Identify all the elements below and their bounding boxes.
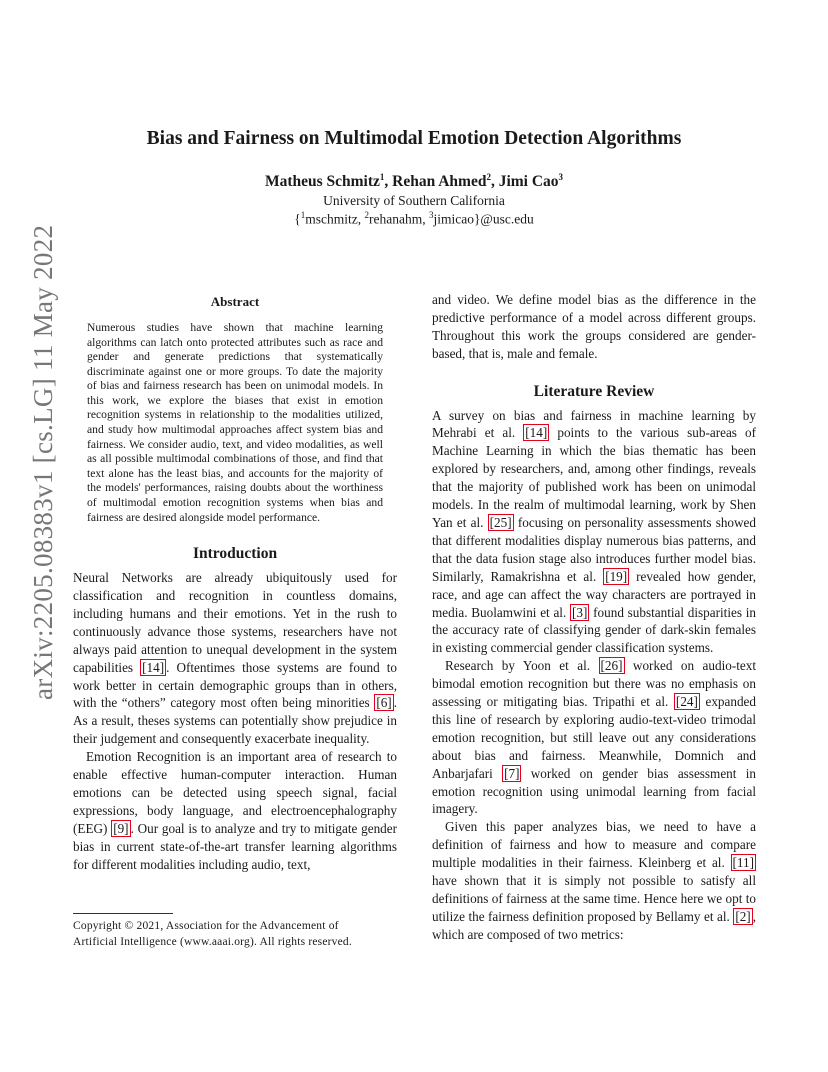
literature-paragraph <box>432 818 756 943</box>
copyright-footnote <box>73 918 403 950</box>
paragraph-text: . Our goal is to analyze and try to mitigate gender bias in current state-of-the-art transfer learning algorithms for different modalities including audio, text, <box>73 820 398 872</box>
paragraph-text: expanded this line of research by exploring audio-text-video trimodal emotion recognition, but still leave out any considerations about bias and fairness. Meanwhile, Domnich and Anbarjafari <box>432 694 757 781</box>
email-user: jimicao}@usc.edu <box>433 211 534 227</box>
paragraph-text: found substantial disparities in the accuracy rate of classifying gender of dark-skin females in existing commercial gender classification systems. <box>432 604 756 656</box>
paragraph-text: Given this paper analyzes bias, we need to have a definition of fairness and how to measure and compare multiple modalities in their fairness. Kleinberg et al. <box>432 819 756 871</box>
paragraph-text: focusing on personality assessments showed that different modalities display numerous bias patterns, and that the data fusion stage also introduces further model bias. Similarly, Ramakrishna et al. <box>432 514 756 584</box>
paragraph-text: worked on gender bias assessment in emotion recognition using unimodal learning from facial imagery. <box>432 765 756 817</box>
paragraph-text: . As a result, theses systems can potentially show prejudice in their judgement and consequently exacerbate inequality. <box>73 695 397 747</box>
email-mark: 1 <box>300 210 306 220</box>
citation-link[interactable]: [26] <box>600 658 623 674</box>
author-name: Matheus Schmitz <box>264 173 380 191</box>
author-affiliation: University of Southern California <box>323 193 505 208</box>
citation-link[interactable]: [24] <box>675 694 698 710</box>
citation-link[interactable]: [19] <box>605 568 628 584</box>
left-column <box>73 293 397 874</box>
author-list <box>0 172 828 191</box>
citation-link[interactable]: [25] <box>489 514 512 530</box>
footnote-line: Copyright © 2021, Association for the Advancement of <box>73 920 339 932</box>
email-mark: 3 <box>428 210 434 220</box>
author-affiliation-mark: 3 <box>558 172 564 182</box>
arxiv-identifier: arXiv:2205.08383v1 [cs.LG] 11 May 2022 <box>28 224 58 700</box>
author-emails <box>0 210 828 228</box>
right-column <box>432 291 756 944</box>
email-user: rehanahm, <box>368 211 429 227</box>
paragraph-text: revealed how gender, race, and age can affect the way characters are portrayed in media. Buolamwini et al. <box>432 568 756 620</box>
citation-link[interactable]: [7] <box>504 765 520 781</box>
paragraph-text: points to the various sub-areas of Machine Learning in which the bias thematic has been explored by researchers, and, among other findings, reveals that the majority of published work has been on unimodal models. In the realm of multimodal learning, work by Shen Yan et al. <box>432 425 756 530</box>
email-mark: 2 <box>364 210 369 220</box>
citation-link[interactable]: [14] <box>142 659 165 675</box>
introduction-paragraph <box>73 569 397 748</box>
citation-link[interactable]: [6] <box>376 695 392 711</box>
paragraph-text: . Oftentimes those systems are found to work better in certain demographic groups than in others, with the “others” category most often being minorities <box>73 659 397 711</box>
author-affiliation-mark: 2 <box>486 172 491 182</box>
introduction-heading: Introduction <box>192 545 278 563</box>
email-user: mschmitz, <box>305 211 365 227</box>
author-separator: , <box>490 173 499 191</box>
email-brace: { <box>294 211 301 227</box>
footnote-rule <box>73 913 173 914</box>
paragraph-text: worked on audio-text bimodal emotion recognition but there was no emphasis on assessing or mitigating bias. Tripathi et al. <box>432 658 757 710</box>
paragraph-text: Research by Yoon et al. <box>445 658 599 674</box>
introduction-paragraph-continued: and video. We define model bias as the difference in the predictive performance of a model across different groups. Throughout this work the groups considered are gender-based, that is, male and female. <box>432 292 756 361</box>
literature-paragraph <box>432 407 756 658</box>
abstract-text: Numerous studies have shown that machine learning algorithms can latch onto protected attributes such as race and gender and generate predictions that systematically discriminate against one or more groups. To date the majority of bias and fairness research has been on unimodal models. In this work, we explore the biases that exist in emotion recognition systems in relationship to the modalities utilized, and study how multimodal approaches affect system bias and fairness. We consider audio, text, and video modalities, as well as all possible multimodal combinations of those, and find that text alone has the least bias, and accounts for the majority of the models' performances, raising doubts about the worthiness of multimodal emotion recognition systems when bias and fairness are desired alongside model performance. <box>87 320 383 524</box>
author-affiliation-mark: 1 <box>379 172 385 182</box>
paragraph-text: have shown that it is simply not possible to satisfy all definitions of fairness at the same time. Hence here we opt to utilize the fairness definition proposed by Bellamy et al. <box>432 873 756 924</box>
citation-link[interactable]: [3] <box>572 604 588 620</box>
literature-paragraph <box>432 657 756 818</box>
author-separator: , <box>384 173 393 191</box>
introduction-paragraph <box>73 748 397 873</box>
citation-link[interactable]: [9] <box>113 820 129 836</box>
author-name: Jimi Cao <box>498 173 559 191</box>
citation-link[interactable]: [11] <box>732 855 754 871</box>
paragraph-text: , which are composed of two metrics: <box>432 908 756 942</box>
citation-link[interactable]: [2] <box>735 908 751 924</box>
paragraph-text: A survey on bias and fairness in machine learning by Mehrabi et al. <box>432 407 756 441</box>
citation-link[interactable]: [14] <box>525 425 548 441</box>
literature-review-heading: Literature Review <box>533 382 655 400</box>
paper-title: Bias and Fairness on Multimodal Emotion Detection Algorithms <box>146 128 682 149</box>
author-name: Rehan Ahmed <box>392 173 487 191</box>
footnote-line: Artificial Intelligence (www.aaai.org). All rights reserved. <box>73 936 352 948</box>
abstract-heading: Abstract <box>210 294 260 309</box>
paragraph-text: Neural Networks are already ubiquitously used for classification and recognition in countless domains, including humans and their emotions. Yet in the rush to continuously advance those systems, researchers have not always paid attention to unequal development in the system capabilities <box>73 570 397 675</box>
paragraph-text: Emotion Recognition is an important area of research to enable effective human-computer interaction. Human emotions can be detected using speech signal, facial expressions, body language, and electroencephalography (EEG) <box>73 749 397 836</box>
